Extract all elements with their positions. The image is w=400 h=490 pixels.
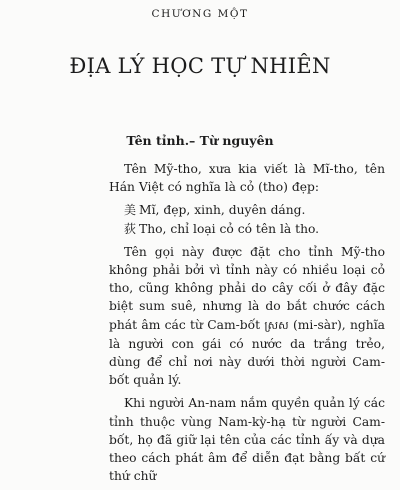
han-character-1: 美 [124,203,137,218]
paragraph-2 [109,243,385,390]
gloss-line-2 [109,220,385,238]
khmer-word: ស្រស [264,318,289,332]
han-character-2: 荻 [124,221,137,236]
paragraph-2-part-a: Tên gọi này được đặt cho tỉnh Mỹ-tho không phải bởi vì tỉnh này có nhiều loại cỏ tho, cũng không phải do cây cối ở đây đặc biệt sum suê, nhưng là do bắt chước cách phát âm các từ Cam-bốt [109,244,385,332]
paragraph-1: Tên Mỹ-tho, xưa kia viết là Mĩ-tho, tên Hán Việt có nghĩa là cỏ (tho) đẹp: [109,162,385,195]
chapter-heading: CHƯƠNG MỘT [151,8,249,20]
gloss-line-1 [109,201,385,219]
paragraph-2-part-b: (mi-sàr), nghĩa là người con gái có nước da trắng trẻo, dùng để chỉ nơi này dưới thời người Cam-bốt quản lý. [109,317,385,388]
gloss-text-1: Mĩ, đẹp, xinh, duyên dáng. [139,203,306,218]
gloss-text-2: Tho, chỉ loại cỏ có tên là tho. [139,221,320,236]
chapter-title: ĐỊA LÝ HỌC TỰ NHIÊN [69,54,331,79]
body-text [109,160,385,490]
paragraph-3: Khi người An-nam nắm quyền quản lý các tỉnh thuộc vùng Nam-kỳ-hạ từ người Cam-bốt, họ đã giữ lại tên của các tỉnh ấy và dựa theo cách phát âm để diễn đạt bằng bất cứ thứ chữ [109,396,385,484]
section-heading: Tên tỉnh.– Từ nguyên [126,133,274,148]
